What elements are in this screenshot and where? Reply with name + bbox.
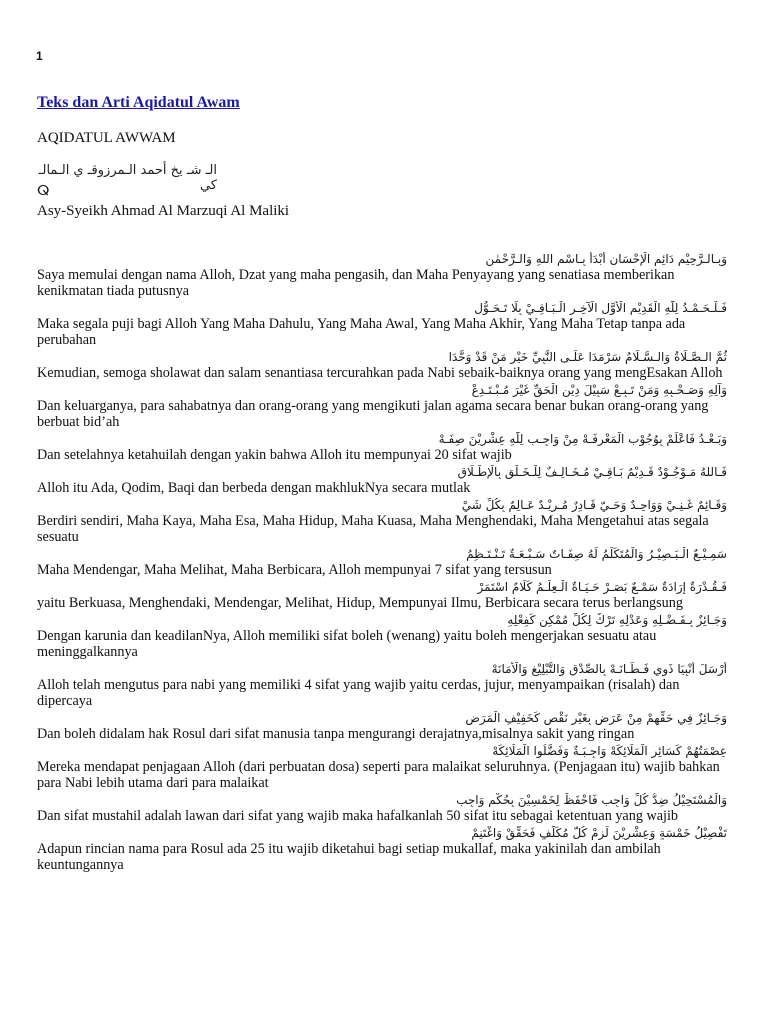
verse-block [37,547,727,578]
verse-list [37,252,727,875]
verse-translation: Saya memulai dengan nama Alloh, Dzat yang maha pengasih, dan Maha Penyayang yang senatiasa memberikan kenikmatan tiada putusnya [37,267,675,299]
verse-arabic: ثُمَّ الـصَّـلَاةُ وَالـسَّـلَامُ سَرْمَدَا عَلَـى النَّبِيِّ خَيْرِ مَنْ قَدْ وَحَّدَا [448,350,727,364]
verse-block [37,432,727,463]
document-subtitle: AQIDATUL AWWAM [37,130,176,146]
verse-translation: Adapun rincian nama para Rosul ada 25 itu wajib diketahui bagi setiap mukallaf, maka yakinilah dan ambilah keuntungannya [37,841,661,873]
verse-block [37,826,727,873]
arabic-author-name: الـ شـ يخ أحمد الـمرزوقـ ي الـمالـ كي [38,163,217,193]
verse-block [37,744,727,791]
page-number: 1 [36,49,43,63]
verse-arabic: وَبَـعْـدُ فَاعْلَمْ بِوُجُوْبِ الْمَعْرِفَـهْ مِنْ وَاجِـبٍ لِلّٰهِ عِشْرِيْنَ صِفَـهْ [438,432,727,446]
verse-translation: Kemudian, semoga sholawat dan salam senantiasa tercurahkan pada Nabi sebaik-baiknya orang yang mengEsakan Alloh [37,365,723,381]
author-name: Asy-Syeikh Ahmad Al Marzuqi Al Maliki [37,203,290,219]
verse-block [37,711,727,742]
verse-arabic: وَجَـائِزٌ فِي حَقِّهِمْ مِنْ عَرَضِ بِغَيْرِ نَقْصٍ كَخَفِيْفِ الْمَرَضِ [465,711,727,725]
document-title-link[interactable]: Teks dan Arti Aqidatul Awam [37,94,240,111]
verse-arabic: وَبِـالـرَّحِيْمِ دَائِمِ الْإِحْسَانِ أَبْدَأُ بِـاسْمِ اللهِ وَالـرَّحْمٰنِ [485,252,727,266]
verse-translation: Dan boleh didalam hak Rosul dari sifat manusia tanpa mengurangi derajatnya,misalnya sakit yang ringan [37,726,635,742]
verse-block [37,383,727,430]
verse-block [37,252,727,299]
verse-arabic: فَـقُـدْرَةٌ إِرَادَةٌ سَمْـعٌ بَصَـرْ حَـيَـاةٌ الْـعِلْـمُ كَلَامٌ اسْتَمَرْ [477,580,727,594]
verse-block [37,793,727,824]
verse-arabic: وَالْمُسْتَحِيْلُ ضِدُّ كُلِّ وَاجِبِ فَاحْفَظْ لِخَمْسِيْنَ بِحُكْمٍ وَاجِبِ [456,793,727,807]
verse-translation: Dengan karunia dan keadilanNya, Alloh memiliki sifat boleh (wenang) yaitu boleh mengerjakan sesuatu atau meninggalkannya [37,628,657,660]
verse-arabic: فَـاللهُ مَـوْجُـوْدٌ قَـدِيْمٌ بَـاقِـيْ مُـخَـالِـفٌ لِلْـخَـلْقِ بِالْإِطْـلَاقِ [457,465,727,479]
verse-translation: Dan setelahnya ketahuilah dengan yakin bahwa Alloh itu mempunyai 20 sifat wajib [37,447,512,463]
stray-glyph: ⵕ [37,184,50,199]
verse-translation: Maka segala puji bagi Alloh Yang Maha Dahulu, Yang Maha Awal, Yang Maha Akhir, Yang Maha Tetap tanpa ada perubahan [37,316,686,348]
verse-arabic: تَفْصِيْلُ خَمْسَةٍ وَعِشْرِيْنَ لَزِمْ كُلَّ مُكَلَّفٍ فَحَقِّقْ وَاغْتَنِمْ [471,826,727,840]
verse-arabic: عِصْمَتُهُمْ كَسَائِرِ الْمَلَائِكَهْ وَاجِـبَـةٌ وَفَضَّلُوا الْمَلَائِكَهْ [492,744,727,758]
verse-translation: yaitu Berkuasa, Menghendaki, Mendengar, Melihat, Hidup, Mempunyai Ilmu, Berbicara secara terus berlangsung [37,595,683,611]
verse-translation: Berdiri sendiri, Maha Kaya, Maha Esa, Maha Hidup, Maha Kuasa, Maha Menghendaki, Maha Mengetahui atas segala sesuatu [37,513,709,545]
verse-translation: Alloh itu Ada, Qodim, Baqi dan berbeda dengan makhlukNya secara mutlak [37,480,471,496]
verse-block [37,580,727,611]
verse-arabic: سَمِـيْـعٌ الْـبَـصِيْـرُ وَالْمُتَكَلِّمُ لَهُ صِفَـاتٌ سَـبْـعَـةٌ تَـنْـتَـظِمُ [466,547,727,561]
verse-translation: Maha Mendengar, Maha Melihat, Maha Berbicara, Alloh mempunyai 7 sifat yang tersusun [37,562,552,578]
verse-block [37,662,727,709]
verse-translation: Dan sifat mustahil adalah lawan dari sifat yang wajib maka hafalkanlah 50 sifat itu sebagai ketentuan yang wajib [37,808,678,824]
verse-block [37,498,727,545]
verse-block [37,465,727,496]
verse-block [37,350,727,381]
verse-translation: Mereka mendapat penjagaan Alloh (dari perbuatan dosa) seperti para malaikat seluruhnya. (Penjagaan itu) wajib bahkan para Nabi lebih utama dari para malaikat [37,759,720,791]
verse-arabic: وَآلِهِ وَصَـحْـبِهِ وَمَنْ تَـبِـعْ سَبِيْلَ دِيْنِ الْحَقِّ غَيْرَ مُـبْـتَـدِعْ [471,383,727,397]
verse-arabic: وَقَـائِمٌ غَـنِـيْ وَوَاحِـدٌ وَحَـيّ قَـادِرٌ مُـرِيْـدٌ عَـالِمٌ بِكُلِّ شَيْ [461,498,727,512]
verse-arabic: أَرْسَلَ أَنْبِيَا ذَوِي فَـطَـانَـهْ بِالصِّدْقِ وَالتَّبْلِيْغِ وَالْأَمَانَهْ [491,662,727,676]
verse-block [37,613,727,660]
verse-translation: Dan keluarganya, para sahabatnya dan orang-orang yang mengikuti jalan agama secara benar bukan orang-orang yang berbuat bid’ah [37,398,709,430]
verse-arabic: وَجَـائِزٌ بِـفَـضْـلِهِ وَعَدْلِهِ تَرْكٌ لِكُلِّ مُمْكِنٍ كَفِعْلِهِ [507,613,727,627]
verse-arabic: فَـلْـحَـمْـدُ لِلّٰهِ الْقَدِيْمِ الْأَوَّلِ الْآخِـرِ الْـبَـاقِـيْ بِلَا تَـحَـوُّلِ [474,301,727,315]
verse-translation: Alloh telah mengutus para nabi yang memiliki 4 sifat yang wajib yaitu cerdas, jujur, menyampaikan (risalah) dan dipercaya [37,677,680,709]
verse-block [37,301,727,348]
